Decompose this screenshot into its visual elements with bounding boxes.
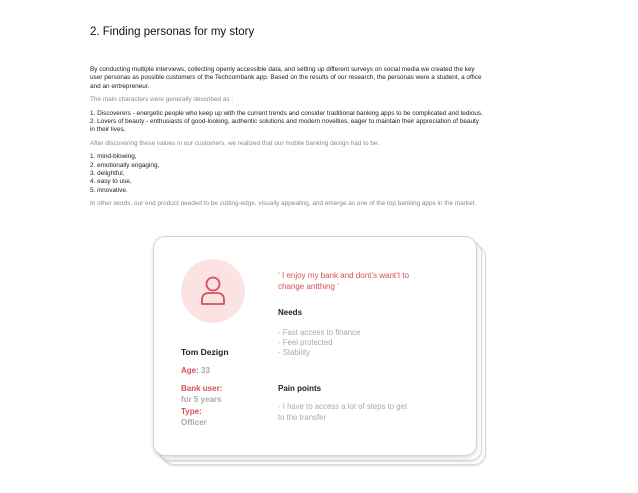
pain-item: - I have to access a lot of steps to get bbox=[278, 402, 408, 411]
intro-paragraph bbox=[90, 66, 550, 91]
need-item: - Stability bbox=[278, 348, 311, 357]
intro-line: and an entrepreneur. bbox=[90, 82, 150, 90]
bank-user-field bbox=[181, 384, 222, 405]
bank-user-label: Bank user: bbox=[181, 384, 223, 393]
pain-points-title: Pain points bbox=[278, 384, 322, 393]
quality-item: 4. easy to use, bbox=[90, 178, 132, 186]
persona-card bbox=[153, 236, 477, 456]
intro-line: By conducting multiple interviews, collecting openly accessible data, and setting up different surveys on social media we created the key bbox=[90, 66, 475, 73]
age-field bbox=[181, 366, 210, 377]
section-heading: 2. Finding personas for my story bbox=[90, 26, 255, 38]
avatar bbox=[181, 259, 245, 323]
age-label: Age: bbox=[181, 366, 199, 375]
user-icon bbox=[200, 276, 226, 306]
types-paragraph bbox=[90, 110, 550, 135]
need-item: - Fast access to finance bbox=[278, 328, 361, 337]
quality-item: 5. innovative. bbox=[90, 186, 128, 194]
type-line: 2. Lovers of beauty - enthusiasts of good-looking, authentic solutions and modern novelties, eager to maintain their appreciation of beauty bbox=[90, 118, 480, 126]
type-line: in their lives. bbox=[90, 126, 126, 134]
quote-line: ‘ I enjoy my bank and dont’s want’t to bbox=[278, 271, 410, 280]
type-label: Type: bbox=[181, 407, 202, 416]
intro-line: user personas as possible customers of the Techcombank app. Based on the results of our research, the personas were a student, a office bbox=[90, 74, 482, 82]
qualities-list bbox=[90, 153, 550, 195]
quote-line: change antthing ‘ bbox=[278, 282, 339, 291]
conclusion-paragraph: In other words, our end product needed to be cutting-edge, visually appealing, and emerge as one of the top banking apps in the market. bbox=[90, 200, 477, 208]
type-value: Officer bbox=[181, 417, 207, 427]
persona-name: Tom Dezign bbox=[181, 347, 229, 357]
needs-list bbox=[278, 328, 458, 358]
quality-item: 2. emotionally engaging, bbox=[90, 161, 160, 169]
quality-item: 1. mind-blowing, bbox=[90, 153, 137, 161]
needs-title: Needs bbox=[278, 308, 303, 317]
bank-user-value: for 5 years bbox=[181, 394, 222, 404]
type-line: 1. Discoverers - energetic people who keep up with the current trends and consider traditional banking apps to be complicated and tedious. bbox=[90, 109, 483, 117]
quality-item: 3. delightful, bbox=[90, 170, 125, 178]
age-value: 33 bbox=[201, 366, 210, 375]
persona-quote bbox=[278, 270, 458, 292]
pain-points-list bbox=[278, 402, 453, 423]
body-text bbox=[90, 66, 550, 214]
type-field bbox=[181, 407, 207, 428]
after-paragraph: After discovering these values in our customers, we realized that our mobile banking design had to be: bbox=[90, 139, 380, 147]
pain-item: to the transfer bbox=[278, 412, 327, 422]
need-item: - Feel protected bbox=[278, 338, 333, 347]
described-paragraph: The main characters were generally described as : bbox=[90, 96, 234, 104]
